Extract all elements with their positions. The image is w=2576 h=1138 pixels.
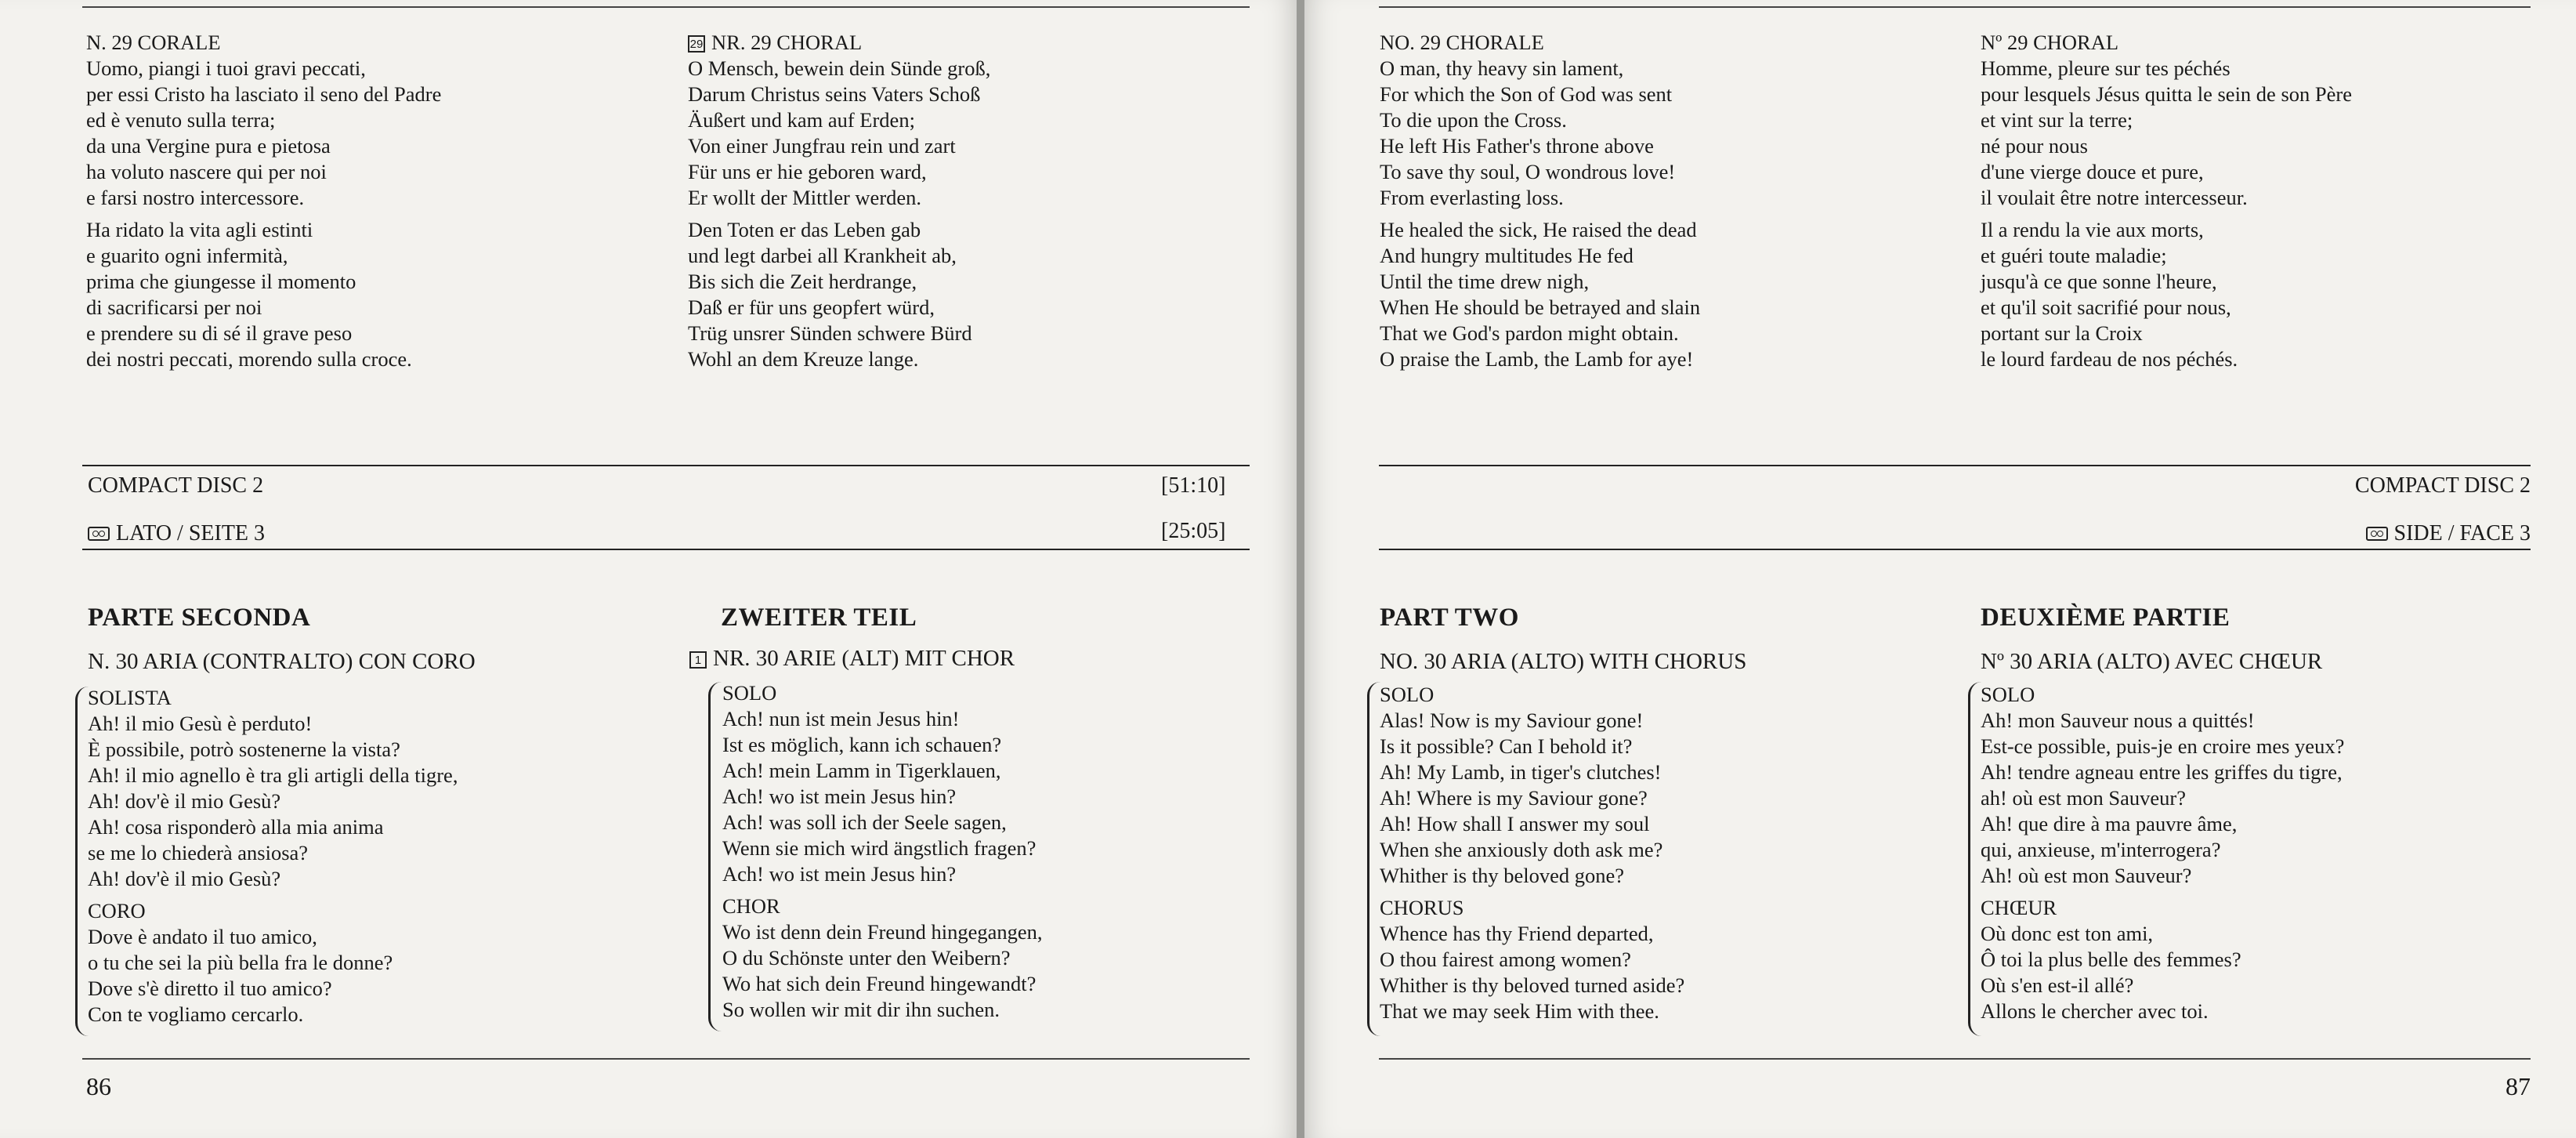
it-solo: [88, 711, 458, 892]
it-chorale-stanza1: [86, 56, 441, 211]
disc-rule-top: [82, 465, 1250, 466]
it-chorale-title: N. 29 CORALE: [86, 31, 221, 54]
verse-line: Uomo, piangi i tuoi gravi peccati,: [86, 56, 366, 80]
de-chorale-stanza2: [688, 217, 990, 372]
verse-line: da una Vergine pura e pietosa: [86, 134, 331, 158]
right-page: [1304, 0, 2576, 1138]
verse-line: Ha ridato la vita agli estinti: [86, 218, 313, 241]
disc-label: COMPACT DISC 2: [2354, 473, 2531, 498]
verse-line: Ach! nun ist mein Jesus hin!: [722, 707, 960, 730]
verse-line: Until the time drew nigh,: [1380, 270, 1590, 293]
verse-line: ha voluto nascere qui per noi: [86, 160, 327, 183]
disc-label: COMPACT DISC 2: [88, 473, 264, 498]
bottom-rule: [1379, 1058, 2531, 1060]
verse-line: Wo hat sich dein Freund hingewandt?: [722, 972, 1037, 995]
verse-line: Dove s'è diretto il tuo amico?: [88, 977, 332, 1000]
verse-line: e guarito ogni infermità,: [86, 244, 288, 267]
verse-line: Ach! mein Lamm in Tigerklauen,: [722, 759, 1001, 782]
disc-side: SIDE / FACE 3: [2393, 521, 2531, 545]
verse-line: Für uns er hie geboren ward,: [688, 160, 927, 183]
verse-line: e prendere su di sé il grave peso: [86, 321, 353, 345]
de-part-heading: ZWEITER TEIL: [721, 603, 917, 632]
de-aria-text: [722, 680, 1043, 1023]
verse-line: So wollen wir mit dir ihn suchen.: [722, 998, 1000, 1021]
verse-line: Con te vogliamo cercarlo.: [88, 1002, 304, 1026]
verse-line: Allons le chercher avec toi.: [1981, 999, 2209, 1023]
en-bracket: [1367, 682, 1380, 1036]
verse-line: Äußert und kam auf Erden;: [688, 108, 915, 132]
verse-line: Ô toi la plus belle des femmes?: [1981, 948, 2241, 971]
verse-line: und legt darbei all Krankheit ab,: [688, 244, 957, 267]
fr-solo: [1981, 708, 2344, 889]
disc-time-1: [51:10]: [1161, 473, 1226, 498]
verse-line: Whither is thy beloved turned aside?: [1380, 973, 1685, 997]
disc-rule-bottom: [82, 549, 1250, 550]
verse-line: Er wollt der Mittler werden.: [688, 186, 922, 209]
verse-line: Ah! que dire à ma pauvre âme,: [1981, 812, 2238, 835]
disc-rule-bottom: [1379, 549, 2531, 550]
verse-line: dei nostri peccati, morendo sulla croce.: [86, 347, 412, 371]
fr-chorale: [1981, 30, 2352, 372]
fr-aria-text: [1981, 682, 2344, 1024]
verse-line: Ah! où est mon Sauveur?: [1981, 864, 2192, 887]
en-chorale-stanza2: [1380, 217, 1700, 372]
track-number-box: 1: [689, 651, 707, 669]
verse-line: Où donc est ton ami,: [1981, 922, 2154, 945]
en-part-heading: PART TWO: [1380, 603, 1519, 632]
verse-line: Is it possible? Can I behold it?: [1380, 734, 1633, 758]
verse-line: qui, anxieuse, m'interrogera?: [1981, 838, 2221, 861]
verse-line: That we may seek Him with thee.: [1380, 999, 1659, 1023]
verse-line: And hungry multitudes He fed: [1380, 244, 1634, 267]
verse-line: Ah! My Lamb, in tiger's clutches!: [1380, 760, 1662, 784]
verse-line: Ah! tendre agneau entre les griffes du tigre,: [1981, 760, 2343, 784]
verse-line: Wohl an dem Kreuze lange.: [688, 347, 919, 371]
it-bracket: [75, 687, 89, 1036]
verse-line: Ist es möglich, kann ich schauen?: [722, 733, 1002, 756]
fr-aria-title: Nº 30 ARIA (ALTO) AVEC CHŒUR: [1981, 649, 2323, 674]
verse-line: Ah! Where is my Saviour gone?: [1380, 786, 1648, 810]
disc-time-2: [25:05]: [1161, 519, 1226, 543]
verse-line: se me lo chiederà ansiosa?: [88, 841, 309, 864]
verse-line: Ah! dov'è il mio Gesù?: [88, 867, 281, 890]
verse-line: d'une vierge douce et pure,: [1981, 160, 2204, 183]
verse-line: For which the Son of God was sent: [1380, 82, 1673, 106]
verse-line: le lourd fardeau de nos péchés.: [1981, 347, 2238, 371]
verse-line: Où s'en est-il allé?: [1981, 973, 2134, 997]
verse-line: e farsi nostro intercessore.: [86, 186, 305, 209]
verse-line: per essi Cristo ha lasciato il seno del Padre: [86, 82, 442, 106]
en-chorale: [1380, 30, 1700, 372]
cassette-icon: [2366, 527, 2388, 541]
verse-line: From everlasting loss.: [1380, 186, 1564, 209]
fr-solo-label: SOLO: [1981, 683, 2035, 706]
verse-line: et guéri toute maladie;: [1981, 244, 2167, 267]
verse-line: Trüg unsrer Sünden schwere Bürd: [688, 321, 972, 345]
top-rule: [1379, 6, 2531, 8]
it-part-heading: PARTE SECONDA: [88, 603, 311, 632]
book-gutter: [1297, 0, 1304, 1138]
top-rule: [82, 6, 1250, 8]
verse-line: When she anxiously doth ask me?: [1380, 838, 1663, 861]
verse-line: To die upon the Cross.: [1380, 108, 1567, 132]
it-chorus: [88, 924, 458, 1027]
fr-chorale-stanza1: [1981, 56, 2352, 211]
track-number-box: 29: [688, 35, 705, 53]
verse-line: Bis sich die Zeit herdrange,: [688, 270, 917, 293]
it-chorus-label: CORO: [88, 899, 146, 922]
verse-line: Ach! wo ist mein Jesus hin?: [722, 785, 957, 808]
fr-chorus: [1981, 921, 2344, 1024]
page-number-right: 87: [2505, 1072, 2531, 1100]
verse-line: et qu'il soit sacrifié pour nous,: [1981, 295, 2231, 319]
en-aria-title: NO. 30 ARIA (ALTO) WITH CHORUS: [1380, 649, 1747, 674]
de-chorale-stanza1: [688, 56, 990, 211]
verse-line: Daß er für uns geopfert würd,: [688, 295, 935, 319]
verse-line: Alas! Now is my Saviour gone!: [1380, 709, 1644, 732]
verse-line: O praise the Lamb, the Lamb for aye!: [1380, 347, 1694, 371]
verse-line: È possibile, potrò sostenerne la vista?: [88, 738, 400, 761]
verse-line: That we God's pardon might obtain.: [1380, 321, 1679, 345]
fr-chorale-title: Nº 29 CHORAL: [1981, 31, 2119, 54]
it-chorale-stanza2: [86, 217, 441, 372]
verse-line: Darum Christus seins Vaters Schoß: [688, 82, 981, 106]
verse-line: Von einer Jungfrau rein und zart: [688, 134, 956, 158]
it-chorale: [86, 30, 441, 372]
bleed-through-text: [1042, 30, 1047, 52]
it-aria-title: N. 30 ARIA (CONTRALTO) CON CORO: [88, 649, 476, 674]
verse-line: Dove è andato il tuo amico,: [88, 925, 317, 948]
verse-line: Wenn sie mich wird ängstlich fragen?: [722, 836, 1037, 860]
verse-line: di sacrificarsi per noi: [86, 295, 262, 319]
verse-line: When He should be betrayed and slain: [1380, 295, 1701, 319]
verse-line: né pour nous: [1981, 134, 2088, 158]
verse-line: Whence has thy Friend departed,: [1380, 922, 1654, 945]
verse-line: prima che giungesse il momento: [86, 270, 356, 293]
de-solo-label: SOLO: [722, 681, 777, 705]
en-aria-text: [1380, 682, 1684, 1024]
verse-line: Ah! mon Sauveur nous a quittés!: [1981, 709, 2255, 732]
bottom-rule: [82, 1058, 1250, 1060]
de-aria-title-line: [689, 646, 1015, 672]
en-solo: [1380, 708, 1684, 889]
disc-side-line: [2366, 520, 2531, 547]
verse-line: Ah! il mio Gesù è perduto!: [88, 712, 313, 735]
verse-line: Il a rendu la vie aux morts,: [1981, 218, 2204, 241]
verse-line: o tu che sei la più bella fra le donne?: [88, 951, 393, 974]
fr-chorus-label: CHŒUR: [1981, 896, 2057, 919]
verse-line: O du Schönste unter den Weibern?: [722, 946, 1011, 969]
de-chorale: [688, 30, 990, 372]
de-bracket: [708, 682, 722, 1031]
verse-line: Ah! dov'è il mio Gesù?: [88, 789, 281, 813]
de-aria-title: NR. 30 ARIE (ALT) MIT CHOR: [713, 646, 1015, 671]
fr-bracket: [1968, 682, 1981, 1036]
verse-line: Ah! il mio agnello è tra gli artigli della tigre,: [88, 763, 458, 787]
disc-side: LATO / SEITE 3: [116, 521, 266, 545]
en-solo-label: SOLO: [1380, 683, 1435, 706]
de-chorale-title: NR. 29 CHORAL: [711, 31, 863, 54]
en-chorus-label: CHORUS: [1380, 896, 1464, 919]
it-solo-label: SOLISTA: [88, 686, 172, 709]
disc-side-line: [88, 520, 265, 547]
verse-line: et vint sur la terre;: [1981, 108, 2133, 132]
verse-line: Ah! How shall I answer my soul: [1380, 812, 1650, 835]
verse-line: pour lesquels Jésus quitta le sein de son Père: [1981, 82, 2352, 106]
verse-line: Ah! cosa risponderò alla mia anima: [88, 815, 384, 839]
verse-line: ed è venuto sulla terra;: [86, 108, 276, 132]
de-chorus: [722, 919, 1043, 1023]
verse-line: O Mensch, bewein dein Sünde groß,: [688, 56, 991, 80]
disc-rule-top: [1379, 465, 2531, 466]
verse-line: Homme, pleure sur tes péchés: [1981, 56, 2230, 80]
verse-line: portant sur la Croix: [1981, 321, 2143, 345]
cassette-icon: [88, 527, 110, 541]
it-aria-text: [88, 685, 458, 1027]
verse-line: Whither is thy beloved gone?: [1380, 864, 1625, 887]
fr-part-heading: DEUXIÈME PARTIE: [1981, 603, 2230, 632]
en-chorale-stanza1: [1380, 56, 1700, 211]
de-solo: [722, 706, 1043, 887]
verse-line: He left His Father's throne above: [1380, 134, 1654, 158]
fr-chorale-stanza2: [1981, 217, 2352, 372]
verse-line: Den Toten er das Leben gab: [688, 218, 921, 241]
de-chorus-label: CHOR: [722, 894, 780, 918]
verse-line: Est-ce possible, puis-je en croire mes yeux?: [1981, 734, 2345, 758]
page-number-left: 86: [86, 1072, 111, 1100]
verse-line: To save thy soul, O wondrous love!: [1380, 160, 1676, 183]
verse-line: O thou fairest among women?: [1380, 948, 1631, 971]
de-chorale-title-line: [688, 30, 990, 56]
verse-line: Ach! wo ist mein Jesus hin?: [722, 862, 957, 886]
verse-line: il voulait être notre intercesseur.: [1981, 186, 2248, 209]
en-chorale-title: NO. 29 CHORALE: [1380, 31, 1544, 54]
verse-line: Wo ist denn dein Freund hingegangen,: [722, 920, 1043, 944]
verse-line: He healed the sick, He raised the dead: [1380, 218, 1697, 241]
en-chorus: [1380, 921, 1684, 1024]
verse-line: Ach! was soll ich der Seele sagen,: [722, 810, 1007, 834]
verse-line: O man, thy heavy sin lament,: [1380, 56, 1624, 80]
verse-line: ah! où est mon Sauveur?: [1981, 786, 2186, 810]
verse-line: jusqu'à ce que sonne l'heure,: [1981, 270, 2217, 293]
